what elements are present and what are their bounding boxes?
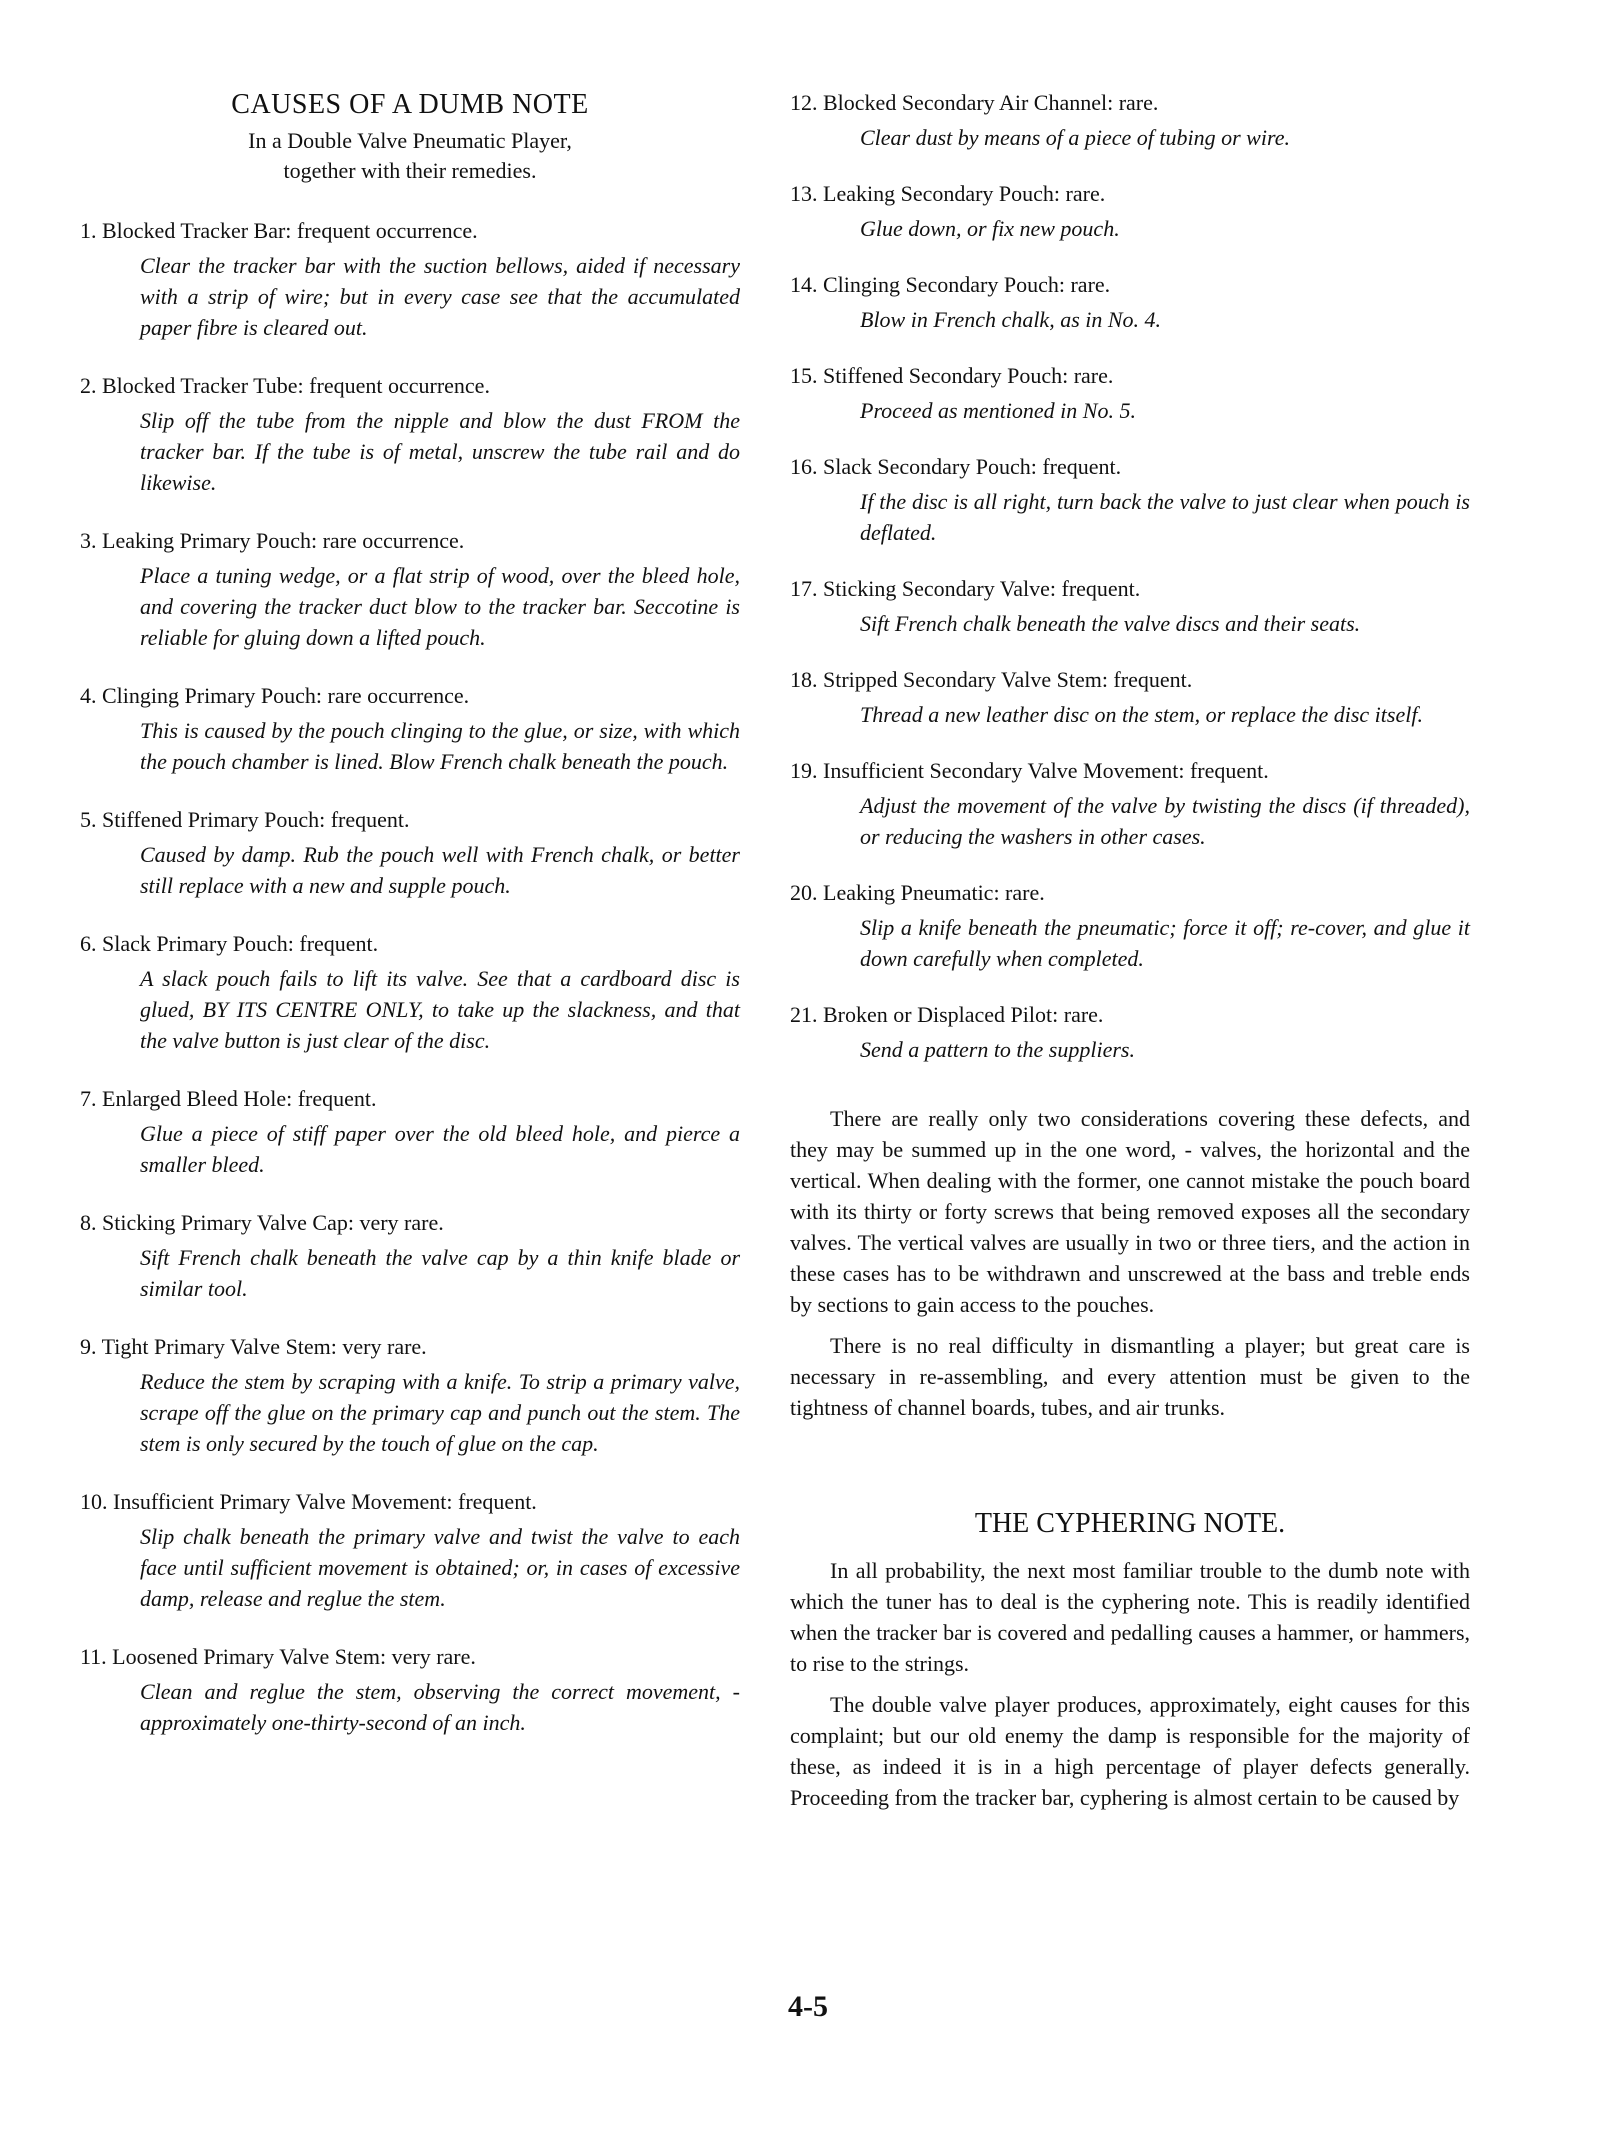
list-item: [790, 665, 1470, 730]
item-heading: 5. Stiffened Primary Pouch: frequent.: [80, 807, 410, 832]
item-remedy: Glue down, or fix new pouch.: [860, 216, 1120, 241]
heading-block: [80, 88, 740, 186]
list-item: [790, 756, 1470, 852]
item-heading: 8. Sticking Primary Valve Cap: very rare.: [80, 1210, 444, 1235]
item-heading: 11. Loosened Primary Valve Stem: very rare.: [80, 1644, 476, 1669]
item-heading: 13. Leaking Secondary Pouch: rare.: [790, 181, 1106, 206]
list-item: [80, 1487, 740, 1614]
item-heading: 1. Blocked Tracker Bar: frequent occurrence.: [80, 218, 478, 243]
item-remedy: Send a pattern to the suppliers.: [860, 1037, 1135, 1062]
list-item: [790, 878, 1470, 974]
item-heading: 9. Tight Primary Valve Stem: very rare.: [80, 1334, 427, 1359]
item-heading: 18. Stripped Secondary Valve Stem: frequent.: [790, 667, 1193, 692]
page-number: 4-5: [788, 1990, 828, 2023]
section-title: THE CYPHERING NOTE.: [974, 1508, 1286, 1539]
list-item: [790, 452, 1470, 548]
list-item: [80, 1208, 740, 1304]
item-remedy: Clear the tracker bar with the suction bellows, aided if necessary with a strip of wire; but in every case see that the accumulated paper fibre is cleared out.: [140, 253, 740, 340]
item-remedy: Glue a piece of stiff paper over the old bleed hole, and pierce a smaller bleed.: [140, 1121, 740, 1177]
list-item: [80, 805, 740, 901]
item-heading: 3. Leaking Primary Pouch: rare occurrence.: [80, 528, 465, 553]
body-paragraph: There is no real difficulty in dismantling a player; but great care is necessary in re-assembling, and every attention must be given to the tightness of channel boards, tubes, and air trunks.: [790, 1333, 1470, 1420]
item-remedy: Clear dust by means of a piece of tubing or wire.: [860, 125, 1290, 150]
body-paragraph: The double valve player produces, approximately, eight causes for this complaint; but our old enemy the damp is responsible for the majority of these, as indeed it is in a high percentage of player defects generally. Proceeding from the tracker bar, cyphering is almost certain to be caused by: [790, 1692, 1470, 1810]
page-title: CAUSES OF A DUMB NOTE: [231, 89, 589, 120]
body-paragraph: In all probability, the next most familiar trouble to the dumb note with which the tuner has to deal is the cyphering note. This is readily identified when the tracker bar is covered and pedalling causes a hammer, or hammers, to rise to the strings.: [790, 1558, 1470, 1676]
list-item: [80, 526, 740, 653]
list-item: [80, 371, 740, 498]
list-item: [80, 1332, 740, 1459]
item-remedy: If the disc is all right, turn back the valve to just clear when pouch is deflated.: [860, 489, 1470, 545]
list-item: [80, 1084, 740, 1180]
item-remedy: Sift French chalk beneath the valve discs and their seats.: [860, 611, 1361, 636]
item-heading: 21. Broken or Displaced Pilot: rare.: [790, 1002, 1104, 1027]
subtitle-line-1: In a Double Valve Pneumatic Player,: [248, 128, 572, 153]
item-remedy: Sift French chalk beneath the valve cap by a thin knife blade or similar tool.: [140, 1245, 740, 1301]
item-heading: 7. Enlarged Bleed Hole: frequent.: [80, 1086, 377, 1111]
list-item: [790, 179, 1470, 244]
list-item: [790, 361, 1470, 426]
list-item: [80, 216, 740, 343]
right-column: [790, 88, 1470, 1823]
item-heading: 2. Blocked Tracker Tube: frequent occurrence.: [80, 373, 490, 398]
list-item: [790, 88, 1470, 153]
item-remedy: This is caused by the pouch clinging to the glue, or size, with which the pouch chamber is lined. Blow French chalk beneath the pouch.: [140, 718, 740, 774]
subtitle-line-2: together with their remedies.: [283, 158, 537, 183]
list-item: [80, 1642, 740, 1738]
item-heading: 4. Clinging Primary Pouch: rare occurrence.: [80, 683, 470, 708]
item-remedy: Slip a knife beneath the pneumatic; force it off; re-cover, and glue it down carefully when completed.: [860, 915, 1470, 971]
item-remedy: Thread a new leather disc on the stem, or replace the disc itself.: [860, 702, 1423, 727]
item-remedy: Clean and reglue the stem, observing the correct movement, - approximately one-thirty-second of an inch.: [140, 1679, 740, 1735]
item-heading: 20. Leaking Pneumatic: rare.: [790, 880, 1045, 905]
list-item: [790, 1000, 1470, 1065]
item-remedy: Proceed as mentioned in No. 5.: [860, 398, 1136, 423]
item-remedy: Blow in French chalk, as in No. 4.: [860, 307, 1162, 332]
item-remedy: Caused by damp. Rub the pouch well with French chalk, or better still replace with a new and supple pouch.: [140, 842, 740, 898]
list-item: [80, 681, 740, 777]
list-item: [80, 929, 740, 1056]
item-remedy: Place a tuning wedge, or a flat strip of wood, over the bleed hole, and covering the tracker duct blow to the tracker bar. Seccotine is reliable for gluing down a lifted pouch.: [140, 563, 740, 650]
item-remedy: Reduce the stem by scraping with a knife. To strip a primary valve, scrape off the glue on the primary cap and punch out the stem. The stem is only secured by the touch of glue on the cap.: [140, 1369, 740, 1456]
item-heading: 15. Stiffened Secondary Pouch: rare.: [790, 363, 1114, 388]
item-heading: 6. Slack Primary Pouch: frequent.: [80, 931, 379, 956]
item-remedy: Slip chalk beneath the primary valve and twist the valve to each face until sufficient movement is obtained; or, in cases of excessive damp, release and reglue the stem.: [140, 1524, 740, 1611]
item-remedy: Slip off the tube from the nipple and blow the dust FROM the tracker bar. If the tube is of metal, unscrew the tube rail and do likewise.: [140, 408, 740, 495]
body-paragraph: There are really only two considerations covering these defects, and they may be summed up in the one word, - valves, the horizontal and the vertical. When dealing with the former, one cannot mistake the pouch board with its thirty or forty screws that being removed exposes all the secondary valves. The vertical valves are usually in two or three tiers, and the action in these cases has to be withdrawn and unscrewed at the bass and treble ends by sections to gain access to the pouches.: [790, 1106, 1470, 1317]
item-heading: 17. Sticking Secondary Valve: frequent.: [790, 576, 1141, 601]
item-remedy: Adjust the movement of the valve by twisting the discs (if threaded), or reducing the washers in other cases.: [860, 793, 1470, 849]
list-item: [790, 270, 1470, 335]
list-item: [790, 574, 1470, 639]
item-heading: 19. Insufficient Secondary Valve Movement: frequent.: [790, 758, 1269, 783]
item-heading: 12. Blocked Secondary Air Channel: rare.: [790, 90, 1159, 115]
item-heading: 16. Slack Secondary Pouch: frequent.: [790, 454, 1122, 479]
item-remedy: A slack pouch fails to lift its valve. See that a cardboard disc is glued, BY ITS CENTRE ONLY, to take up the slackness, and that the valve button is just clear of the disc.: [140, 966, 740, 1053]
item-heading: 10. Insufficient Primary Valve Movement: frequent.: [80, 1489, 537, 1514]
item-heading: 14. Clinging Secondary Pouch: rare.: [790, 272, 1111, 297]
left-column: [80, 88, 740, 1766]
